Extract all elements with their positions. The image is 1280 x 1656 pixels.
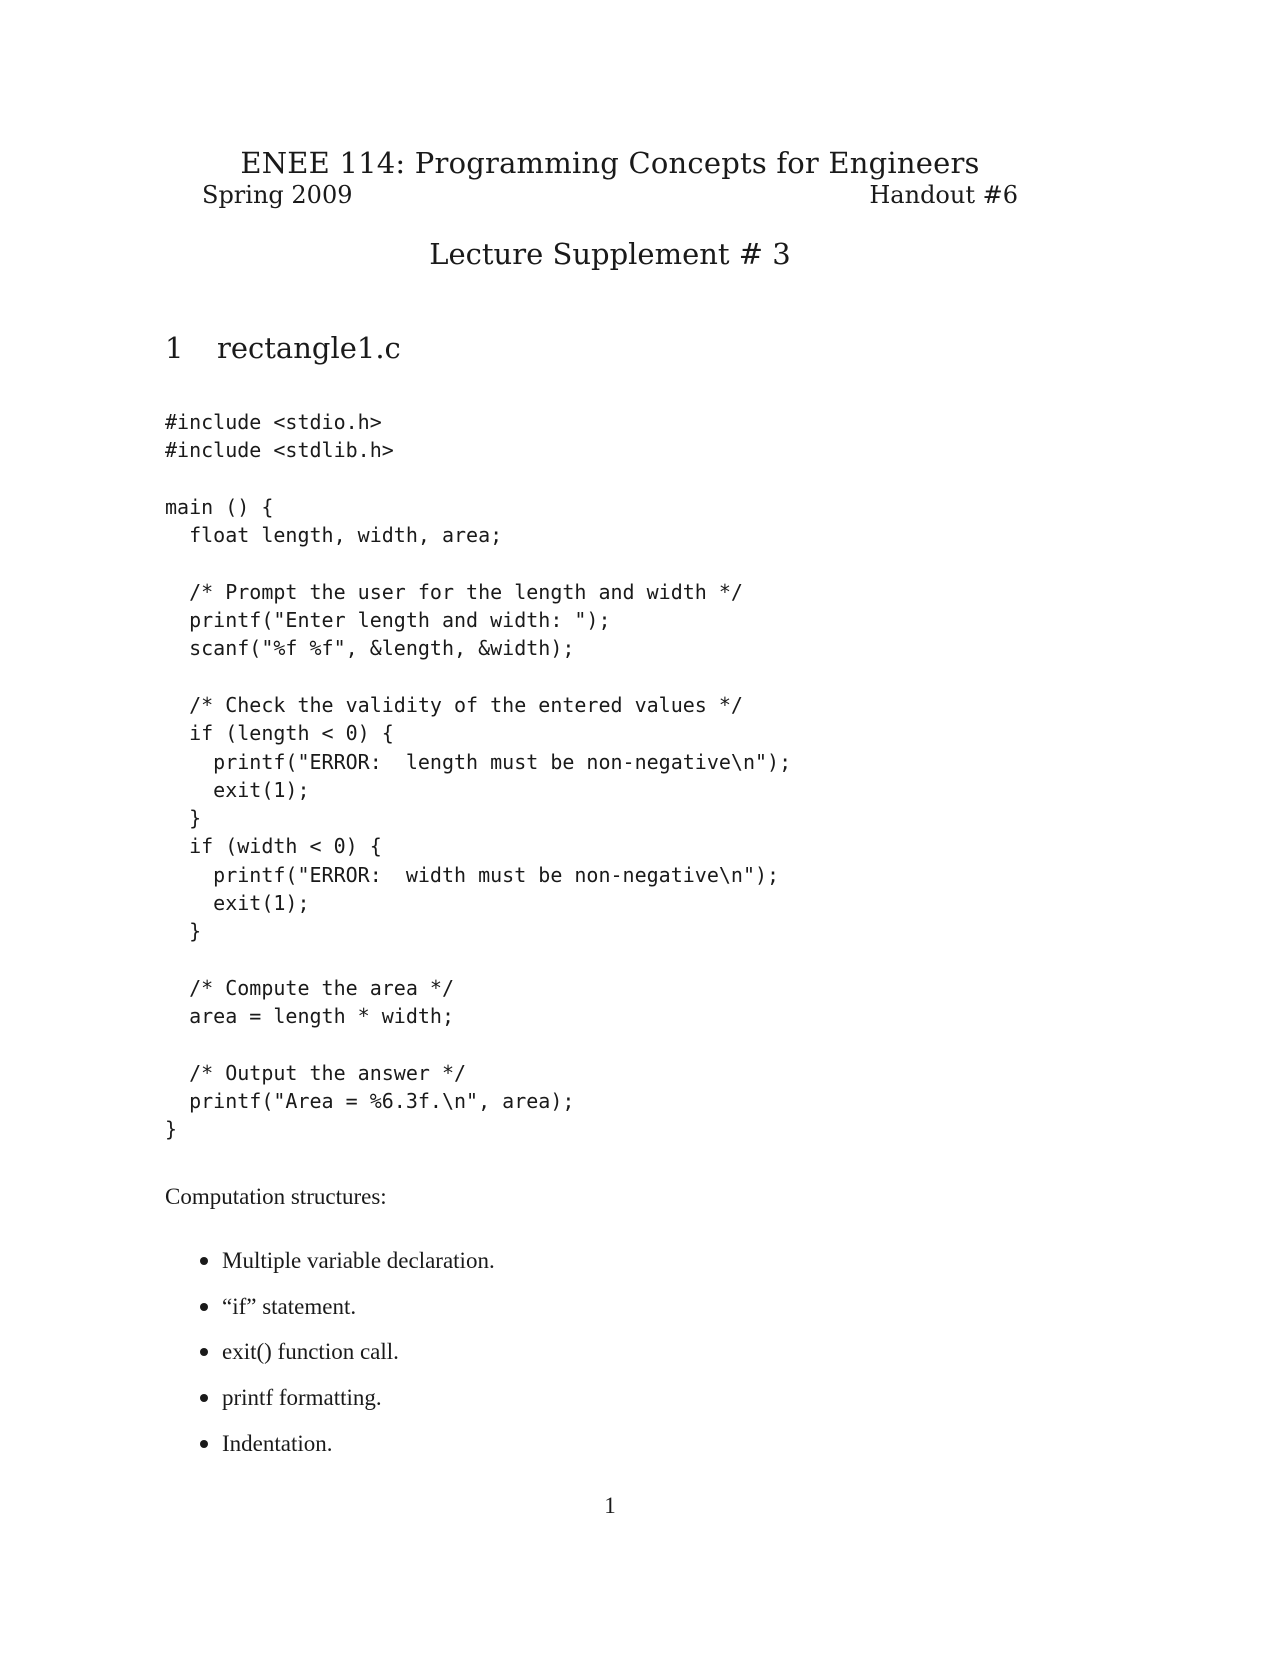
code-line: /* Output the answer */ [165, 1060, 467, 1085]
code-line: /* Compute the area */ [165, 975, 454, 1000]
code-listing [165, 408, 791, 1144]
list-item-text: Multiple variable declaration. [222, 1248, 495, 1273]
list-item [0, 1430, 495, 1476]
list-item [0, 1338, 495, 1384]
code-line [165, 465, 791, 493]
code-line: #include <stdlib.h> [165, 438, 394, 463]
code-line: if (length < 0) { [165, 721, 394, 746]
code-line: /* Check the validity of the entered values */ [165, 692, 743, 717]
list-item [0, 1293, 495, 1339]
term-label: Spring 2009 [202, 181, 353, 209]
bullet-icon [200, 1303, 208, 1311]
structures-list [0, 1247, 495, 1475]
page-number: 1 [604, 1493, 616, 1518]
handout-number: Handout #6 [869, 181, 1018, 209]
section-heading [165, 330, 401, 366]
code-line [165, 1031, 791, 1059]
code-line: scanf("%f %f", &length, &width); [165, 636, 575, 661]
code-line: } [165, 919, 202, 944]
code-line: } [165, 806, 202, 831]
code-line: #include <stdio.h> [165, 410, 382, 434]
course-title: ENEE 114: Programming Concepts for Engineers [240, 146, 980, 180]
bullet-icon [200, 1440, 208, 1448]
code-line: exit(1); [165, 777, 310, 802]
code-line: printf("ERROR: length must be non-negative\n"); [165, 749, 792, 774]
code-line: area = length * width; [165, 1004, 454, 1029]
code-line: exit(1); [165, 891, 310, 916]
list-item-text: printf formatting. [222, 1385, 382, 1411]
code-line [165, 549, 791, 577]
code-line: main () { [165, 494, 274, 519]
supplement-title: Lecture Supplement # 3 [429, 237, 791, 271]
section-title: rectangle1.c [217, 331, 401, 365]
bullet-icon [200, 1394, 208, 1402]
code-line: printf("Enter length and width: "); [165, 608, 611, 633]
code-line: printf("Area = %6.3f.\n", area); [165, 1089, 575, 1114]
code-line [165, 663, 791, 691]
list-item [0, 1384, 495, 1430]
code-line: printf("ERROR: width must be non-negative\n"); [165, 862, 780, 887]
code-line: /* Prompt the user for the length and width */ [165, 579, 743, 604]
bullet-icon [200, 1257, 208, 1265]
list-item-text: Indentation. [222, 1430, 333, 1456]
code-line: float length, width, area; [165, 523, 503, 548]
code-line: } [165, 1117, 178, 1142]
section-number: 1 [165, 331, 184, 365]
list-item-text: “if” statement. [222, 1293, 357, 1319]
list-item [0, 1247, 495, 1293]
list-item-text: exit() function call. [222, 1339, 399, 1365]
code-line: if (width < 0) { [165, 834, 382, 859]
structures-intro: Computation structures: [165, 1184, 387, 1209]
bullet-icon [200, 1348, 208, 1356]
code-line [165, 946, 791, 974]
